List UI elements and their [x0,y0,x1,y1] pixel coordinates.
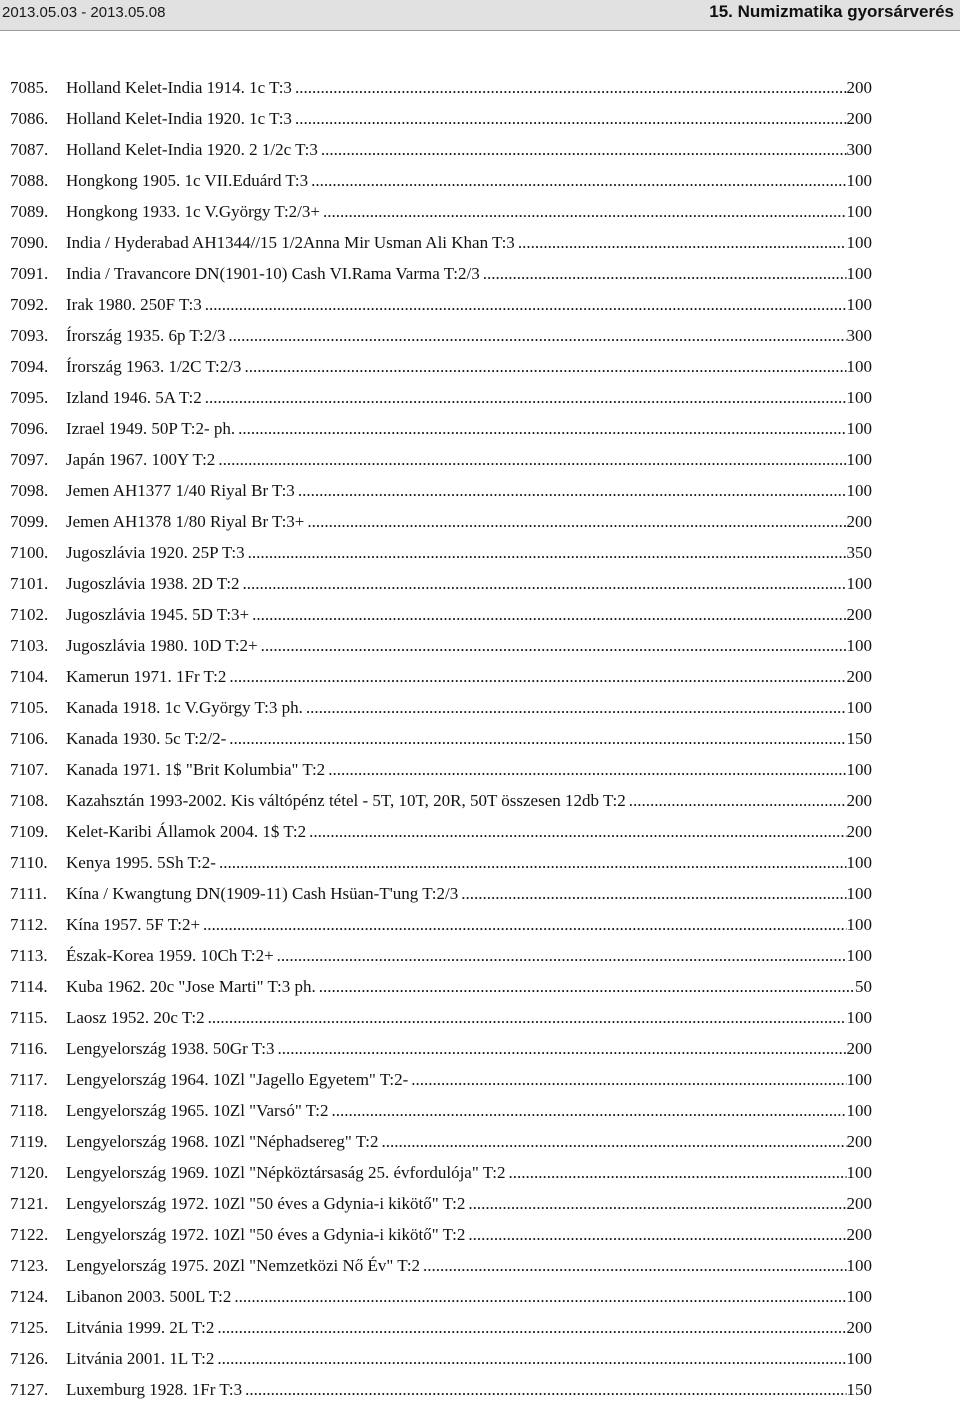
lot-number: 7095. [10,388,49,407]
lot-description-leader [66,165,872,196]
lot-description: Luxemburg 1928. 1Fr T:3 [66,1380,243,1399]
lot-description: Kína / Kwangtung DN(1909-11) Cash Hsüan-T'ung T:2/3 [66,884,459,903]
lot-number: 7094. [10,357,49,376]
lot-starting-price: 200 [847,506,873,537]
lot-description: Irak 1980. 250F T:3 [66,295,202,314]
section-title: 15. Numizmatika gyorsárverés [709,2,954,21]
lot-starting-price: 100 [847,1064,873,1095]
lot-row [0,72,960,103]
lot-description: Lengyelország 1975. 20Zl "Nemzetközi Nő Év" T:2 [66,1256,421,1275]
lot-description: Lengyelország 1968. 10Zl "Néphadsereg" T:2 [66,1132,379,1151]
lot-description: India / Hyderabad AH1344//15 1/2Anna Mir Usman Ali Khan T:3 [66,233,515,252]
lot-description-leader [66,785,872,816]
lot-starting-price: 200 [847,1033,873,1064]
lot-starting-price: 100 [847,382,873,413]
lot-description-leader [66,909,872,940]
lot-number: 7122. [10,1225,49,1244]
lot-description: Hongkong 1933. 1c V.György T:2/3+ [66,202,320,221]
lot-description: Libanon 2003. 500L T:2 [66,1287,232,1306]
lot-description: Kelet-Karibi Államok 2004. 1$ T:2 [66,822,307,841]
lot-starting-price: 200 [847,1312,873,1343]
lot-starting-price: 200 [847,1188,873,1219]
lot-number: 7104. [10,667,49,686]
lot-number: 7125. [10,1318,49,1337]
lot-row [0,630,960,661]
lot-description-leader [66,351,872,382]
lot-description: Hongkong 1905. 1c VII.Eduárd T:3 [66,171,309,190]
lot-description: Lengyelország 1965. 10Zl "Varsó" T:2 [66,1101,329,1120]
lot-starting-price: 100 [847,289,873,320]
lot-row [0,568,960,599]
lot-number: 7108. [10,791,49,810]
lot-description-leader [66,692,872,723]
lot-description-leader [66,1281,872,1312]
lot-description-leader [66,413,872,444]
lot-starting-price: 100 [847,909,873,940]
lot-number: 7106. [10,729,49,748]
lot-description-leader [66,227,872,258]
lot-description-leader [66,134,872,165]
lot-row [0,537,960,568]
lot-row [0,382,960,413]
lot-description: Laosz 1952. 20c T:2 [66,1008,205,1027]
lot-starting-price: 200 [847,785,873,816]
lot-row [0,1095,960,1126]
lot-starting-price: 100 [847,692,873,723]
lot-starting-price: 300 [847,320,873,351]
lot-number: 7099. [10,512,49,531]
lot-number: 7098. [10,481,49,500]
lot-row [0,196,960,227]
lot-starting-price: 100 [847,1157,873,1188]
lot-row [0,258,960,289]
lot-starting-price: 200 [847,72,873,103]
lot-description-leader [66,196,872,227]
lot-description: Lengyelország 1938. 50Gr T:3 [66,1039,275,1058]
lot-description-leader [66,444,872,475]
lot-starting-price: 350 [847,537,873,568]
lot-description: Írország 1935. 6p T:2/3 [66,326,226,345]
lot-starting-price: 100 [847,878,873,909]
lot-description-leader [66,289,872,320]
lot-description: Lengyelország 1969. 10Zl "Népköztársaság 25. évfordulója" T:2 [66,1163,506,1182]
lot-row [0,413,960,444]
lot-row [0,1374,960,1405]
lot-row [0,165,960,196]
lot-description-leader [66,816,872,847]
lot-starting-price: 200 [847,816,873,847]
lot-row [0,1281,960,1312]
lot-description: Lengyelország 1972. 10Zl "50 éves a Gdynia-i kikötő" T:2 [66,1194,466,1213]
lot-row [0,506,960,537]
lot-description: Izrael 1949. 50P T:2- ph. [66,419,236,438]
lot-starting-price: 300 [847,134,873,165]
lot-description-leader [66,568,872,599]
lot-description-leader [66,1095,872,1126]
lot-starting-price: 100 [847,1095,873,1126]
lot-description: Jugoszlávia 1945. 5D T:3+ [66,605,250,624]
lot-number: 7088. [10,171,49,190]
lot-row [0,1002,960,1033]
lot-description-leader [66,382,872,413]
lot-description: Észak-Korea 1959. 10Ch T:2+ [66,946,274,965]
lot-description: Litvánia 2001. 1L T:2 [66,1349,215,1368]
lot-row [0,103,960,134]
lot-description-leader [66,1064,872,1095]
lot-description: Jugoszlávia 1938. 2D T:2 [66,574,240,593]
lot-number: 7100. [10,543,49,562]
lot-description-leader [66,1126,872,1157]
lot-number: 7126. [10,1349,49,1368]
lot-description: Lengyelország 1964. 10Zl "Jagello Egyetem" T:2- [66,1070,409,1089]
lot-starting-price: 50 [855,971,872,1002]
lot-number: 7124. [10,1287,49,1306]
lot-row [0,1126,960,1157]
lot-number: 7091. [10,264,49,283]
lot-starting-price: 100 [847,258,873,289]
lot-number: 7109. [10,822,49,841]
lot-starting-price: 100 [847,847,873,878]
lot-number: 7105. [10,698,49,717]
lot-row [0,351,960,382]
lot-description-leader [66,1250,872,1281]
lot-number: 7121. [10,1194,49,1213]
lot-number: 7110. [10,853,48,872]
lot-description: Kuba 1962. 20c "Jose Marti" T:3 ph. [66,977,316,996]
lot-description: India / Travancore DN(1901-10) Cash VI.Rama Varma T:2/3 [66,264,480,283]
lot-row [0,785,960,816]
lot-number: 7118. [10,1101,48,1120]
lot-number: 7119. [10,1132,48,1151]
lot-description-leader [66,754,872,785]
lot-starting-price: 150 [847,723,873,754]
lot-number: 7096. [10,419,49,438]
lot-description-leader [66,1312,872,1343]
lot-description-leader [66,1374,872,1405]
lot-starting-price: 200 [847,103,873,134]
lot-row [0,444,960,475]
lot-description: Holland Kelet-India 1920. 1c T:3 [66,109,292,128]
lot-starting-price: 100 [847,196,873,227]
lot-description: Kanada 1971. 1$ "Brit Kolumbia" T:2 [66,760,326,779]
lot-number: 7117. [10,1070,48,1089]
lot-number: 7102. [10,605,49,624]
lot-description: Kanada 1930. 5c T:2/2- [66,729,227,748]
lot-row [0,1312,960,1343]
lot-description: Jugoszlávia 1920. 25P T:3 [66,543,245,562]
lot-starting-price: 200 [847,1219,873,1250]
lot-starting-price: 200 [847,599,873,630]
lot-description: Kenya 1995. 5Sh T:2- [66,853,216,872]
lot-starting-price: 100 [847,444,873,475]
lot-description-leader [66,1219,872,1250]
lot-description: Kína 1957. 5F T:2+ [66,915,201,934]
lot-description-leader [66,599,872,630]
header-divider [0,30,960,31]
lot-description-leader [66,661,872,692]
lot-row [0,661,960,692]
lot-starting-price: 150 [847,1374,873,1405]
lot-description: Holland Kelet-India 1920. 2 1/2c T:3 [66,140,318,159]
lot-description-leader [66,1002,872,1033]
lot-starting-price: 100 [847,351,873,382]
lot-description-leader [66,630,872,661]
lot-description-leader [66,878,872,909]
lot-description: Kamerun 1971. 1Fr T:2 [66,667,227,686]
lot-starting-price: 100 [847,1343,873,1374]
lot-description: Írország 1963. 1/2C T:2/3 [66,357,242,376]
lot-row [0,847,960,878]
lot-description: Kanada 1918. 1c V.György T:3 ph. [66,698,303,717]
lot-number: 7120. [10,1163,49,1182]
lot-description-leader [66,1188,872,1219]
lot-number: 7086. [10,109,49,128]
lot-number: 7089. [10,202,49,221]
lot-row [0,940,960,971]
lot-description: Kazahsztán 1993-2002. Kis váltópénz tétel - 5T, 10T, 20R, 50T összesen 12db T:2 [66,791,626,810]
lot-number: 7097. [10,450,49,469]
lot-description: Izland 1946. 5A T:2 [66,388,202,407]
lot-list [0,72,960,1405]
lot-description: Lengyelország 1972. 10Zl "50 éves a Gdynia-i kikötő" T:2 [66,1225,466,1244]
lot-description: Jemen AH1377 1/40 Riyal Br T:3 [66,481,295,500]
lot-starting-price: 200 [847,1126,873,1157]
lot-number: 7116. [10,1039,48,1058]
lot-number: 7092. [10,295,49,314]
lot-starting-price: 100 [847,630,873,661]
lot-description: Jugoszlávia 1980. 10D T:2+ [66,636,258,655]
lot-number: 7127. [10,1380,49,1399]
page-header [0,0,960,30]
lot-starting-price: 100 [847,475,873,506]
lot-description-leader [66,723,872,754]
lot-number: 7113. [10,946,48,965]
lot-number: 7123. [10,1256,49,1275]
lot-description-leader [66,847,872,878]
lot-row [0,1033,960,1064]
lot-number: 7107. [10,760,49,779]
lot-starting-price: 100 [847,1250,873,1281]
lot-description-leader [66,1343,872,1374]
lot-row [0,227,960,258]
lot-description-leader [66,1157,872,1188]
lot-description-leader [66,940,872,971]
lot-number: 7103. [10,636,49,655]
lot-row [0,754,960,785]
lot-number: 7093. [10,326,49,345]
lot-row [0,1250,960,1281]
lot-starting-price: 100 [847,1002,873,1033]
lot-row [0,1343,960,1374]
lot-number: 7090. [10,233,49,252]
lot-number: 7085. [10,78,49,97]
lot-description-leader [66,103,872,134]
lot-row [0,320,960,351]
lot-description-leader [66,506,872,537]
lot-row [0,289,960,320]
lot-row [0,1157,960,1188]
lot-row [0,1188,960,1219]
lot-row [0,971,960,1002]
lot-description: Jemen AH1378 1/80 Riyal Br T:3+ [66,512,305,531]
lot-row [0,599,960,630]
lot-starting-price: 100 [847,227,873,258]
lot-starting-price: 100 [847,568,873,599]
lot-row [0,475,960,506]
lot-number: 7112. [10,915,48,934]
lot-starting-price: 100 [847,940,873,971]
lot-row [0,816,960,847]
lot-row [0,692,960,723]
lot-description-leader [66,475,872,506]
lot-starting-price: 100 [847,1281,873,1312]
lot-starting-price: 200 [847,661,873,692]
lot-description-leader [66,258,872,289]
lot-row [0,878,960,909]
lot-description: Litvánia 1999. 2L T:2 [66,1318,215,1337]
lot-row [0,1219,960,1250]
lot-description-leader [66,971,872,1002]
lot-description: Holland Kelet-India 1914. 1c T:3 [66,78,292,97]
lot-description-leader [66,320,872,351]
lot-row [0,909,960,940]
lot-number: 7115. [10,1008,48,1027]
lot-starting-price: 100 [847,413,873,444]
lot-number: 7101. [10,574,49,593]
lot-starting-price: 100 [847,165,873,196]
lot-number: 7087. [10,140,49,159]
lot-description-leader [66,537,872,568]
lot-row [0,723,960,754]
auction-dates: 2013.05.03 - 2013.05.08 [2,4,166,21]
lot-starting-price: 100 [847,754,873,785]
lot-description: Japán 1967. 100Y T:2 [66,450,216,469]
lot-description-leader [66,1033,872,1064]
lot-row [0,134,960,165]
lot-description-leader [66,72,872,103]
lot-number: 7111. [10,884,47,903]
lot-row [0,1064,960,1095]
lot-number: 7114. [10,977,48,996]
